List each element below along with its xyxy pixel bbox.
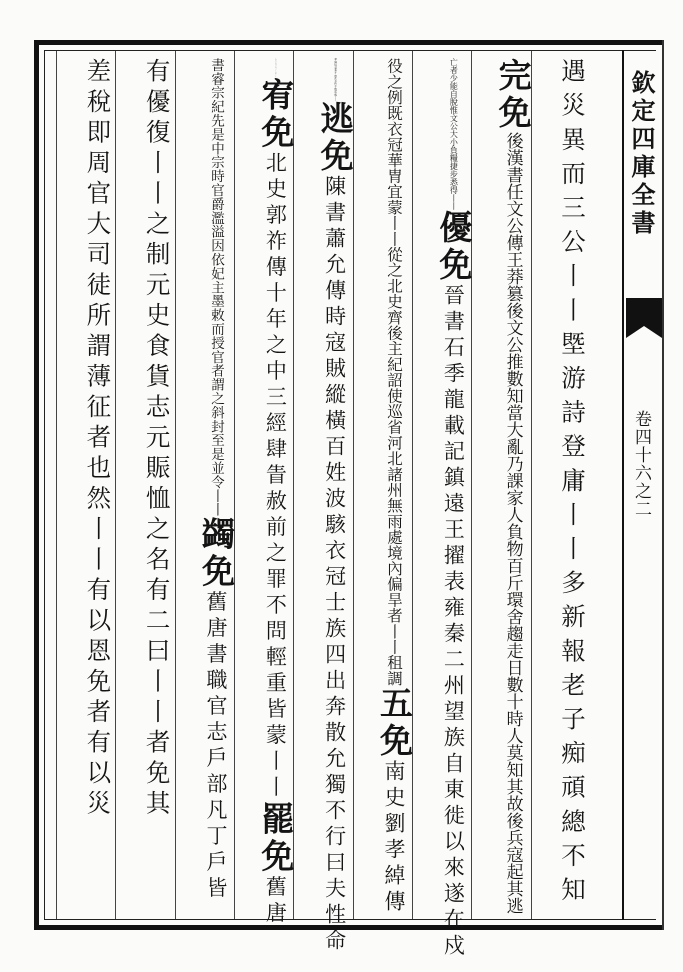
column-divider bbox=[175, 51, 176, 919]
text-column-5 bbox=[299, 58, 355, 956]
column-divider bbox=[412, 51, 413, 919]
column-text: 之道自有常分豈可丨而獲丨乎 bbox=[275, 58, 277, 78]
citation-note: 晉書石季龍載記鎮遠王擢表雍秦二州望族自東徙以來遂在戍 bbox=[441, 284, 466, 960]
column-divider bbox=[56, 51, 57, 919]
headword: 罷免 bbox=[256, 801, 296, 876]
headword: 宥免 bbox=[256, 77, 296, 152]
headword: 五免 bbox=[374, 686, 414, 760]
text-column-6 bbox=[240, 58, 296, 928]
citation-note: 舊唐書職官志戶部凡丁戶皆 bbox=[203, 590, 228, 903]
headword: 蠲免 bbox=[196, 516, 236, 591]
column-text: 亡者少能自脫惟文公大小負糧捷步悉得丨丨 bbox=[449, 58, 459, 210]
column-text: 差稅即周官大司徒所謂薄征者也然丨丨有以恩免者有以災 bbox=[83, 58, 113, 821]
text-column-4 bbox=[359, 58, 412, 918]
headword: 逃免 bbox=[315, 101, 355, 176]
text-column-1 bbox=[537, 58, 590, 918]
margin-title: 欽定四庫全書 bbox=[627, 70, 656, 238]
citation-note: 南史劉孝綽傳 bbox=[381, 760, 406, 916]
margin-juan-label: 卷四十六之二 bbox=[631, 410, 651, 518]
page-frame-right-edge bbox=[662, 40, 664, 930]
column-divider bbox=[353, 51, 354, 919]
column-text: 後漢書任文公傳王莽篡後文公推數知當大亂乃課家人負物百斤環舍趨走日數十時人莫知其故後兵寇起其逃 bbox=[502, 132, 523, 914]
column-divider bbox=[471, 51, 472, 919]
text-column-3 bbox=[418, 58, 474, 960]
column-text: 遇災異而三公丨丨塈游詩登庸丨丨多新報老子痴頑總不知 bbox=[557, 58, 587, 911]
column-divider bbox=[115, 51, 116, 919]
column-divider bbox=[531, 51, 532, 919]
text-column-9 bbox=[62, 58, 115, 918]
citation-note: 舊唐 bbox=[263, 875, 288, 928]
headword: 優免 bbox=[434, 210, 474, 284]
column-text: 書睿宗紀先是中宗時官爵濫溢因依妃主墨敕而授官者謂之斜封至是並令丨丨 bbox=[207, 58, 224, 517]
citation-note: 北史郭祚傳十年之中三經肆眚赦前之罪不問輕重皆蒙丨丨 bbox=[263, 151, 288, 802]
text-column-7 bbox=[181, 58, 234, 918]
citation-note: 陳書蕭允傳時寇賊縱橫百姓波駭衣冠士族四出奔散允獨不行曰夫性命 bbox=[322, 175, 347, 956]
headword: 完免 bbox=[493, 58, 533, 132]
text-column-8 bbox=[121, 58, 174, 918]
column-text: 有優復丨丨之制元史食貨志元賑恤之名有二曰丨丨者免其 bbox=[142, 58, 172, 821]
column-divider bbox=[234, 51, 235, 919]
text-column-2 bbox=[477, 58, 533, 918]
column-text: 孝綽仗氣負才由此多忤于物前後丨丨 bbox=[333, 58, 337, 102]
column-text: 役之例既衣冠華胄宜蒙丨丨從之北史齊後主紀詔使巡省河北諸州無雨處境內偏旱者丨丨租調 bbox=[384, 58, 403, 686]
column-divider bbox=[293, 51, 294, 919]
